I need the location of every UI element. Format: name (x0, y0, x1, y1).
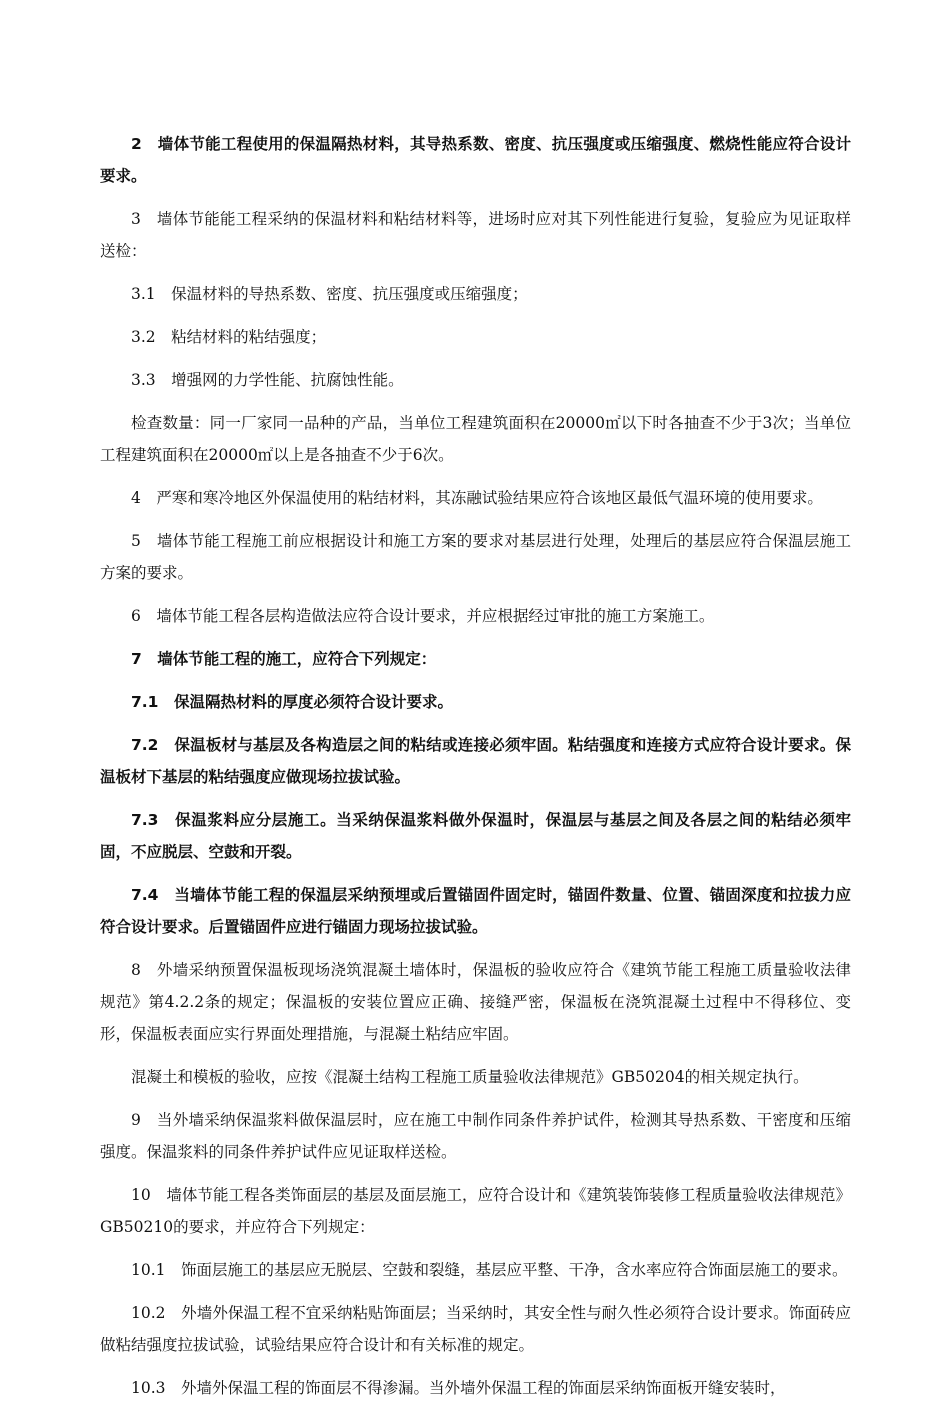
clause-8: 8 外墙采纳预置保温板现场浇筑混凝土墙体时，保温板的验收应符合《建筑节能工程施工质量验收法律规范》第4.2.2条的规定；保温板的安装位置应正确、接缝严密，保温板在浇筑混凝土过程中不得移位、变形，保温板表面应实行界面处理措施，与混凝土粘结应牢固。 (100, 961, 851, 1043)
document-page (100, 128, 851, 1415)
clause-5: 5 墙体节能工程施工前应根据设计和施工方案的要求对基层进行处理，处理后的基层应符合保温层施工方案的要求。 (100, 532, 851, 582)
clause-10-2: 10.2 外墙外保温工程不宜采纳粘贴饰面层；当采纳时，其安全性与耐久性必须符合设计要求。饰面砖应做粘结强度拉拔试验，试验结果应符合设计和有关标准的规定。 (100, 1304, 851, 1354)
clause-7-1: 7.1 保温隔热材料的厚度必须符合设计要求。 (131, 693, 453, 711)
clause-6: 6 墙体节能工程各层构造做法应符合设计要求，并应根据经过审批的施工方案施工。 (131, 607, 715, 625)
inspection-quantity: 检查数量：同一厂家同一品种的产品，当单位工程建筑面积在20000㎡以下时各抽查不少于3次；当单位工程建筑面积在20000㎡以上是各抽查不少于6次。 (100, 414, 851, 464)
clause-10-1: 10.1 饰面层施工的基层应无脱层、空鼓和裂缝，基层应平整、干净，含水率应符合饰面层施工的要求。 (131, 1261, 848, 1279)
clause-3: 3 墙体节能能工程采纳的保温材料和粘结材料等，进场时应对其下列性能进行复验，复验应为见证取样送检： (100, 210, 851, 260)
clause-10: 10 墙体节能工程各类饰面层的基层及面层施工，应符合设计和《建筑装饰装修工程质量验收法律规范》GB50210的要求，并应符合下列规定： (100, 1186, 851, 1236)
clause-7: 7 墙体节能工程的施工，应符合下列规定： (131, 650, 437, 668)
clause-8-concrete: 混凝土和模板的验收，应按《混凝土结构工程施工质量验收法律规范》GB50204的相关规定执行。 (131, 1068, 809, 1086)
clause-7-2: 7.2 保温板材与基层及各构造层之间的粘结或连接必须牢固。粘结强度和连接方式应符合设计要求。保温板材下基层的粘结强度应做现场拉拔试验。 (100, 736, 851, 786)
clause-7-3: 7.3 保温浆料应分层施工。当采纳保温浆料做外保温时，保温层与基层之间及各层之间的粘结必须牢固，不应脱层、空鼓和开裂。 (100, 811, 851, 861)
clause-3-2: 3.2 粘结材料的粘结强度； (131, 328, 327, 346)
clause-7-4: 7.4 当墙体节能工程的保温层采纳预埋或后置锚固件固定时，锚固件数量、位置、锚固深度和拉拔力应符合设计要求。后置锚固件应进行锚固力现场拉拔试验。 (100, 886, 851, 936)
clause-4: 4 严寒和寒冷地区外保温使用的粘结材料，其冻融试验结果应符合该地区最低气温环境的使用要求。 (131, 489, 823, 507)
clause-2: 2 墙体节能工程使用的保温隔热材料，其导热系数、密度、抗压强度或压缩强度、燃烧性能应符合设计要求。 (100, 135, 851, 185)
clause-9: 9 当外墙采纳保温浆料做保温层时，应在施工中制作同条件养护试件，检测其导热系数、干密度和压缩强度。保温浆料的同条件养护试件应见证取样送检。 (100, 1111, 851, 1161)
clause-3-1: 3.1 保温材料的导热系数、密度、抗压强度或压缩强度； (131, 285, 528, 303)
clause-3-3: 3.3 增强网的力学性能、抗腐蚀性能。 (131, 371, 404, 389)
clause-10-3: 10.3 外墙外保温工程的饰面层不得渗漏。当外墙外保温工程的饰面层采纳饰面板开缝安装时， (131, 1379, 786, 1397)
